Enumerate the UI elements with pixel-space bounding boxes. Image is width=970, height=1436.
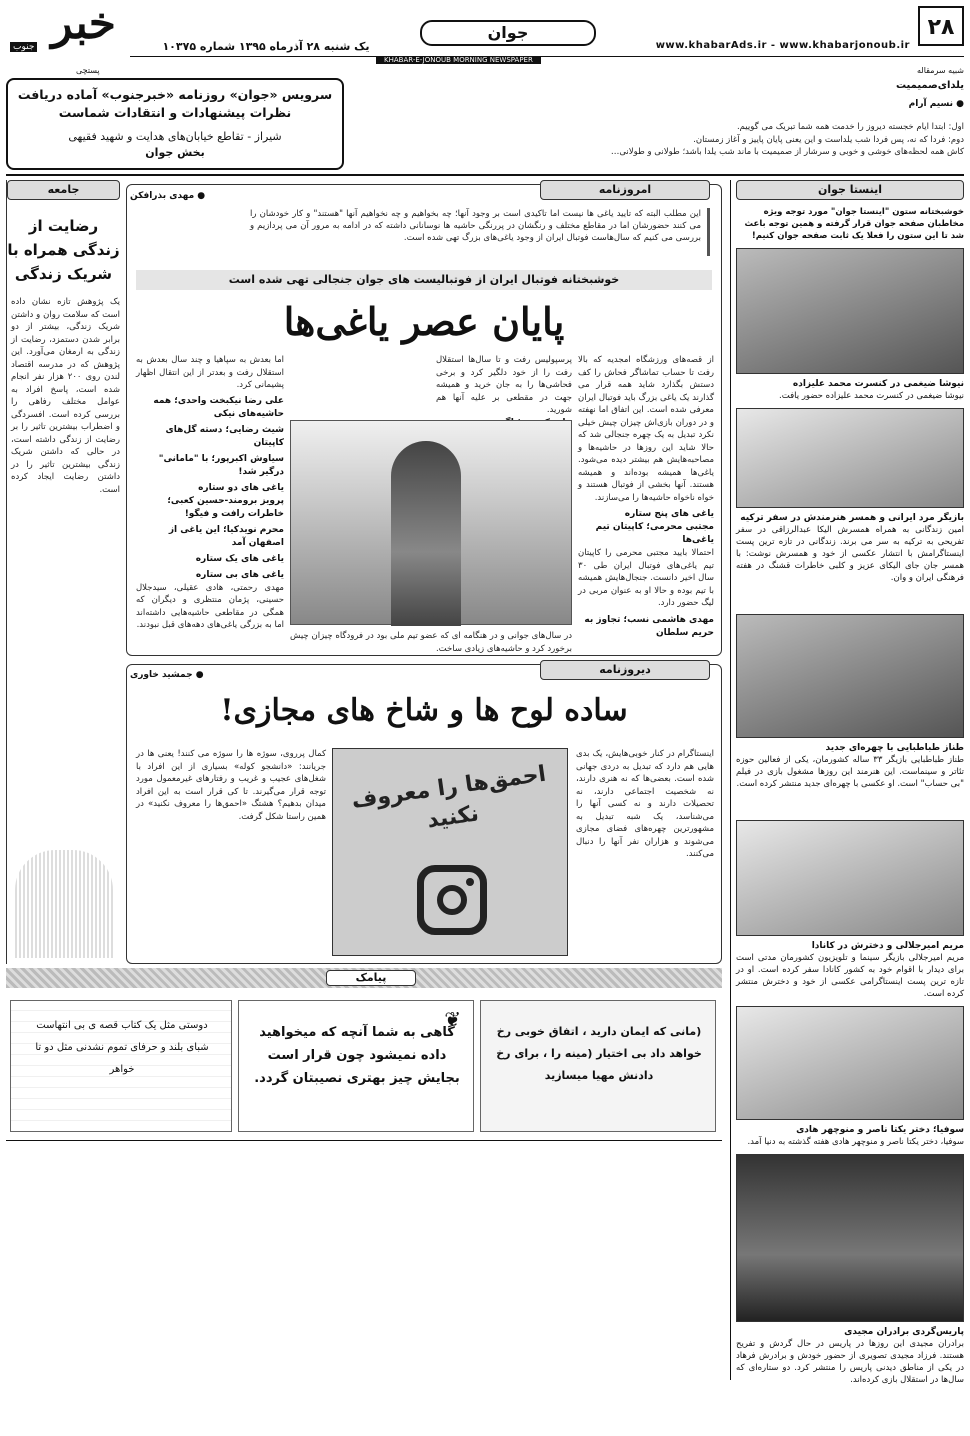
sms-section-label: پیامک [326, 970, 416, 986]
service-box-address: شیراز - تقاطع خیابان‌های هدایت و شهید فقیهی [68, 130, 282, 143]
editorial-kicker: خوشبختانه فوتبال ایران از فوتبالیست های جوان جنجالی تهی شده است [136, 270, 712, 290]
insta-item-title: بازیگر مرد ایرانی و همسر هنرمندش در سفر ترکیه [740, 513, 964, 523]
yalda-column [352, 80, 964, 172]
divider [730, 180, 731, 1380]
sms-card-2 [238, 1000, 474, 1132]
editorial-subhead: مجتبی محرمی؛ کاپیتان تیم یاغی‌ها [595, 522, 714, 545]
service-box-dept: بخش جوان [145, 146, 205, 159]
insta-photo-5 [736, 1006, 964, 1120]
insta-item-text: نیوشا ضیغمی در کنسرت محمد علیزاده حضور یافت. [779, 391, 964, 401]
insta-photo-6 [736, 1154, 964, 1322]
yalda-title: یلدای‌صمیمیت [895, 80, 964, 91]
yalda-line-3: کاش همه لحظه‌های خوشی و خوبی و سرشار از صمیمیت‌ با ماند شب یلدا باشد؛ طولانی و طولانی‌… [610, 147, 964, 157]
sms-card-3 [10, 1000, 232, 1132]
insta-column [736, 180, 964, 1385]
editorial-text: مهدی رحمتی، هادی عقیلی، سیدجلال حسینی، پژمان منتظری و دیگران که همگی در مقاطعی حاشیه‌هایی داشته‌اند اما به بزرگی یاغی‌های دهه‌های قبل نبودند. [136, 582, 284, 630]
editorial-text: در سال‌های جوانی و در هنگامه ای که عضو تیم ملی بود در فرودگاه چیزان چیش برخورد کرد و حاشیه‌های زیادی ساخت. [290, 631, 572, 654]
society-headline: رضایت از زندگی همراه با شریک زندگی [7, 217, 120, 283]
flower-icon: ❦ [444, 1007, 461, 1031]
sms-message: گاهی به شما آنچه که میخواهید داده نمیشود چون قرار است بجایش چیز بهتری نصیبتان گردد. [254, 1025, 460, 1086]
english-banner [130, 56, 964, 66]
sms-card-1 [480, 1000, 716, 1132]
society-text: یک پژوهش تازه نشان داده است که سلامت روان و داشتن شریک زندگی، بیشتر از دو برابر شدن دستمزد، رضایت از زندگی به ارمغان می‌آورد. این پژوهش که در مدرسه اقتصاد لندن روی ۲۰۰ هزار نفر انجام شده است، پاسخ افراد به عوامل مختلف رفاهی را بررسی کرده است. افسردگی و اضطراب بیشترین تاثیر را بر رضایت از زندگی داشته است، در حالی که داشتن شریک زندگی بیشترین تاثیر را در داشتن رضایت ایجاد کرده است. [11, 297, 121, 495]
instagram-icon [417, 865, 487, 935]
editorial-col-2b [290, 630, 572, 652]
diaries-col-left: کمال پرروی، سوژه ها را سوژه می کنند! یعنی ها در جریانند: «دانشجو کوله» بسیاری از این افراد با شغل‌های عجیب و غریب و رفتارهای غیرمعمول مورد توجه قرار می‌گیرند. تا کی قرار است به این افراد میدان بدهیم؟ هشتگ «احمق‌ها را معروف نکنید» در همین راستا شکل گرفت. [136, 749, 326, 822]
editorial-subhead: شیث رضایی؛ دسته گل‌های کاپیتان [165, 424, 284, 448]
logo [6, 0, 116, 62]
person-figure [391, 441, 461, 626]
websites: www.khabarAds.ir - www.khabarjonoub.ir [655, 40, 910, 51]
insta-item-title: سوفیا؛ دختر یکتا ناصر و منوچهر هادی [796, 1125, 964, 1135]
yalda-line-1: اول: ابتدا ایام خجسته دیروز را خدمت همه شما تبریک می گوییم. [736, 122, 964, 132]
editorial-text: اما بعدش به سپاهیا و چند سال بعدش به استقلال رفت و بعدتر از این انتقال اظهار پشیمانی کرد. [136, 355, 284, 390]
page-number-box [918, 6, 964, 46]
insta-item-text: امین زندگانی به همراه همسرش الیکا عبدالرزاقی در سفر تفریحی‌ به ترکیه به سر می برند. زندگانی در تازه ترین پست اینستاگرامش با انتشار عکسی از خود و همسرش نوشت: با همسر جان جای الیکای عزیز و کلبی خاطرات قشنگ در هفته فرهنگی ایران و وان. [736, 525, 964, 583]
diaries-poster [332, 748, 568, 956]
logo-sub: جنوب [10, 42, 37, 52]
insta-item-text: مریم امیرجلالی بازیگر سینما و تلویزیون کشورمان مدتی است برای دیدار با اقوام خود به کشور کانادا سفر کرده است. او در تازه ترین پست اینستاگرامی عکسی از خود و دخترش منتشر کرده است. [736, 953, 964, 999]
editorial-author: ● مهدی بذرافکن [130, 191, 206, 201]
editorial-photo [290, 420, 572, 625]
masthead [0, 0, 970, 76]
section-title: جوان [487, 23, 529, 42]
insta-item-title: طناز طباطبایی با چهره‌ای جدید [825, 743, 964, 753]
insta-photo-3 [736, 614, 964, 738]
sms-message: (مانی که ایمان دارید ، اتفاق خوبی رخ خواهد داد بی اختیار (مینه را ، برای رخ دادنش مهیا میسازید [496, 1025, 702, 1082]
editorial-text: احتمالا بایید مجتبی محرمی را کاپیتان تیم یاغی‌های فوتبال ایران طی ۳۰ سال اخیر دانست. جنجال‌هایش همیشه با تیم بوده و حالا او به عنوان مربی در لیگ حضور دارد. [578, 548, 714, 608]
editorial-subhead: یاغی های بی ستاره [195, 569, 284, 580]
editorial-subhead: یاغی های یک ستاره [195, 553, 284, 564]
insta-item-text: طناز طباطبایی بازیگر ۳۳ ساله کشورمان، یکی از فعالین حوزه تئاتر و سینماست. این هنرمند این روزها مشغول بازی در فیلم "بی حساب" است. او عکسی با چهره‌ای جدید منتشر کرده است. [736, 755, 964, 789]
insta-item-text: برادران مجیدی این روزها در پاریس در حال گردش و تفریح هستند. فرزاد مجیدی تصویری از حضور خودش و برادرش فرهاد در یکی از مناطق دیدنی پاریس را منتشر کرد. دو ستاره‌ای که سال‌ها در استقلال بازی کرده‌اند. [736, 1339, 964, 1385]
left-label: شبیه سرمقاله [917, 66, 964, 75]
english-banner-text: KHABAR-E-JONOUB MORNING NEWSPAPER [376, 56, 541, 64]
diaries-author: ● جمشید خاوری [130, 670, 204, 680]
page-number: ۲۸ [927, 15, 955, 40]
editorial-headline: پایان عصر یاغی‌ها [283, 299, 565, 344]
insta-item-title: مریم امیرجلالی و دخترش در کانادا [811, 941, 964, 951]
editorial-col-3 [136, 354, 284, 650]
editorial-subhead: علی رضا نیکبخت واحدی؛ همه حاشیه‌های نیکی [153, 395, 284, 419]
editorial-subhead: پرویز برومند-حسین کعبی؛ خاطرات رافت و فیگو! [167, 495, 284, 519]
editorial-text: از قصه‌های ورزشگاه امجدیه که بالا رفت تا حساب تماشاگر فحاش را کف دستش بگذارد شاید همه قرار می گذارند یک یاغی بزرگ باید فوتبال ایران معرفی شده است. این اتفاق اما نهفته و در دوران بازی‌اش چیزان چیش خیلی نکرد تبدیل به یک چهره جنجالی شد که حالا شاید این روزها در حاشیه‌ها و مصاحبه‌هایش هم بیشتر دیده می‌شود. یاغی‌ها همیشه بوده‌اند و همیشه هستند. آنها بخشی از فوتبال هستند و خواه ناخواه حاشیه‌ها را می‌سازند. [578, 355, 714, 503]
right-label: پستچی [76, 66, 100, 75]
divider [6, 174, 964, 176]
editorial-section-label: امروزنامه [540, 180, 710, 200]
yalda-line-2: دوم: فردا که نه، پس فردا شب یلداست و این یعنی پایان پاییز و آغاز زمستان. [693, 134, 964, 145]
editorial-subhead: یاغی های پنج ستاره [624, 509, 714, 519]
insta-photo-2 [736, 408, 964, 508]
section-title-box [420, 20, 596, 46]
editorial-subhead: یاغی های دو ستاره [198, 482, 284, 493]
diaries-headline: ساده لوح ها و شاخ های مجازی! [220, 693, 628, 728]
service-box-title: سرویس «جوان» روزنامه «خبرجنوب» آماده دریافت نظرات پیشنهادات و انتقادات شماست [17, 87, 333, 120]
yalda-author: ● نسیم آرام [908, 99, 964, 109]
editorial-text: پرسپولیس رفت و تا سال‌ها استقلال رفت را از خود دلگیر کرد و برخی فحاشی‌ها را به جان خرید و همیشه جهت در مقطعی بر علیه آنها هم شورید. [436, 355, 572, 415]
insta-item-title: نیوشا ضیغمی در کنسرت محمد علیزاده [792, 379, 964, 389]
poster-text: احمق‌ها را معروف نکنید [350, 761, 548, 834]
editorial-intro: این مطلب البته که تایید یاغی ها نیست اما تاکیدی است بر وجود آنها؛ چه بخواهیم و چه نخواهیم آنها "هستند" و کار خودشان را می کنند حضورشان اما در مقاطع مختلف و رنگشان در پررنگی حاشیه ها نوسانانی داشته که در ادامه به مرور آن می پردازیم و بررسی می کنیم که سال‌هاست فوتبال ایران از وجود یاغی‌های بزرگ تهی شده است. [250, 208, 710, 256]
diaries-section-label: دیروزنامه [540, 660, 710, 680]
insta-item-text: سوفیا، دختر یکتا ناصر و منوچهر هادی هفته گذشته به دنیا آمد. [747, 1137, 964, 1147]
editorial-col-1 [578, 354, 714, 650]
insta-photo-1 [736, 248, 964, 374]
society-column [6, 180, 120, 964]
diaries-col-right: اینستاگرام در کنار خوبی‌هایش، یک بدی هایی هم دارد که تبدیل به دردی جهانی شده است. بعضی‌ها که نه هنری دارند، نه شخصیت اجتماعی دارند، نه تحصیلات دارند و نه کسی آنها را می‌شناسد، یک شبه تبدیل به مشهورترین چهره‌های فضای مجازی می‌شوند و هزاران نفر آنها را دنبال می‌کنند. [576, 749, 714, 859]
society-section-label: جامعه [7, 180, 120, 200]
insta-section-label: اینستا جوان [736, 180, 964, 200]
editorial-subhead: محرم نویدکیا؛ این یاغی از اصفهان آمد [168, 524, 284, 548]
dateline: یک شنبه ۲۸ آذرماه ۱۳۹۵ شماره ۱۰۳۷۵ [162, 40, 370, 53]
sms-message: دوستی مثل یک کتاب قصه ی بی انتهاست شبای بلند و حرفای تموم نشدنی مثل دو تا خواهر [35, 1020, 209, 1075]
insta-photo-4 [736, 820, 964, 936]
logo-text: خبر [51, 0, 116, 49]
insta-intro: خوشبختانه ستون "اینستا جوان" مورد توجه ویژه مخاطبان صفحه جوان قرار گرفته و همین توجه باعث شد تا این ستون را فعلا یک ثابت صفحه جوان کنیم! [744, 207, 964, 241]
insta-item-title: پاریس‌گردی برادران مجیدی [844, 1327, 964, 1337]
editorial-subhead: مهدی هاشمی نسب؛ تجاوز به حریم سلطان [584, 614, 714, 638]
editorial-col-2 [436, 354, 572, 414]
editorial-subhead: سیاوش اکبرپور؛ با "مامانی" درگیر شد! [158, 453, 284, 477]
couple-silhouette-image [15, 850, 113, 958]
divider [6, 1140, 722, 1141]
service-box [6, 78, 344, 170]
